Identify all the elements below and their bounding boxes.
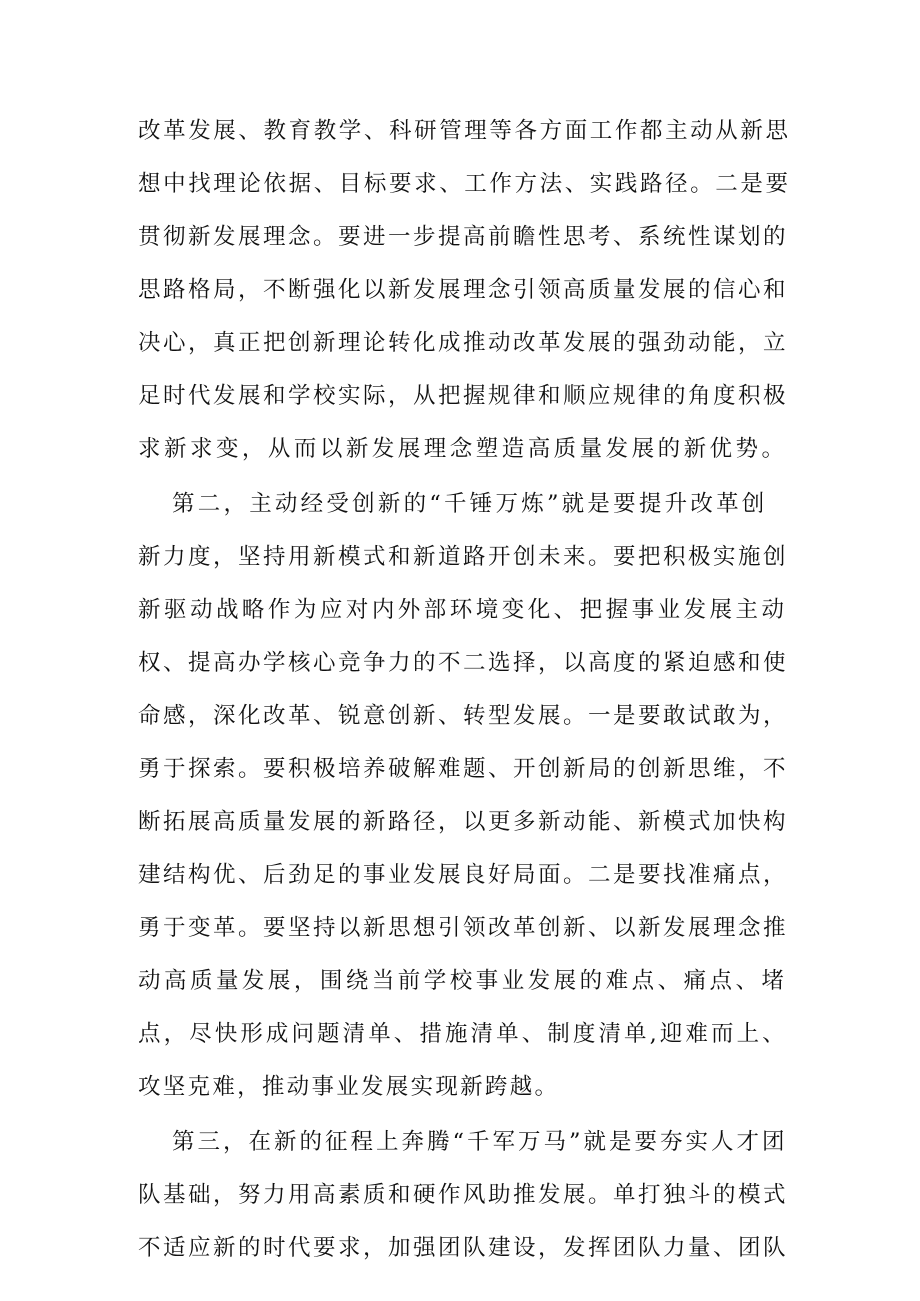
- text-line: 队基础，努力用高素质和硬作风助推发展。单打独斗的模式: [138, 1182, 789, 1208]
- text-line: 勇于探索。要积极培养破解难题、开创新局的创新思维，不: [138, 756, 789, 782]
- text-line: 思路格局，不断强化以新发展理念引领高质量发展的信心和: [138, 277, 789, 303]
- text-line: 动高质量发展，围绕当前学校事业发展的难点、痛点、堵: [138, 968, 788, 994]
- text-line: 新驱动战略作为应对内外部环境变化、把握事业发展主动: [138, 597, 788, 623]
- paragraph-first-line: 第二，主动经受创新的“千锤万炼”就是要提升改革创: [172, 491, 768, 517]
- text-line: 改革发展、教育教学、科研管理等各方面工作都主动从新思: [138, 118, 788, 144]
- text-line: 想中找理论依据、目标要求、工作方法、实践路径。二是要: [138, 171, 788, 197]
- text-line: 足时代发展和学校实际，从把握规律和顺应规律的角度积极: [138, 383, 789, 409]
- text-line: 点，尽快形成问题清单、措施清单、制度清单,迎难而上、: [138, 1021, 788, 1047]
- paragraph-first-line: 第三，在新的征程上奔腾“千军万马”就是要夯实人才团: [172, 1129, 788, 1155]
- text-line: 求新求变，从而以新发展理念塑造高质量发展的新优势。: [138, 436, 788, 462]
- text-line: 建结构优、后劲足的事业发展良好局面。二是要找准痛点，: [138, 862, 789, 888]
- text-line: 攻坚克难，推动事业发展实现新跨越。: [138, 1074, 560, 1100]
- text-line: 决心，真正把创新理论转化成推动改革发展的强劲动能，立: [138, 330, 789, 356]
- text-line: 勇于变革。要坚持以新思想引领改革创新、以新发展理念推: [138, 915, 789, 941]
- text-line: 断拓展高质量发展的新路径，以更多新动能、新模式加快构: [138, 809, 789, 835]
- text-line: 权、提高办学核心竞争力的不二选择，以高度的紧迫感和使: [138, 650, 789, 676]
- text-line: 不适应新的时代要求，加强团队建设，发挥团队力量、团队: [138, 1235, 789, 1261]
- text-line: 命感，深化改革、锐意创新、转型发展。一是要敢试敢为，: [138, 703, 789, 729]
- text-line: 新力度，坚持用新模式和新道路开创未来。要把积极实施创: [138, 544, 789, 570]
- text-line: 贯彻新发展理念。要进一步提高前瞻性思考、系统性谋划的: [138, 224, 789, 250]
